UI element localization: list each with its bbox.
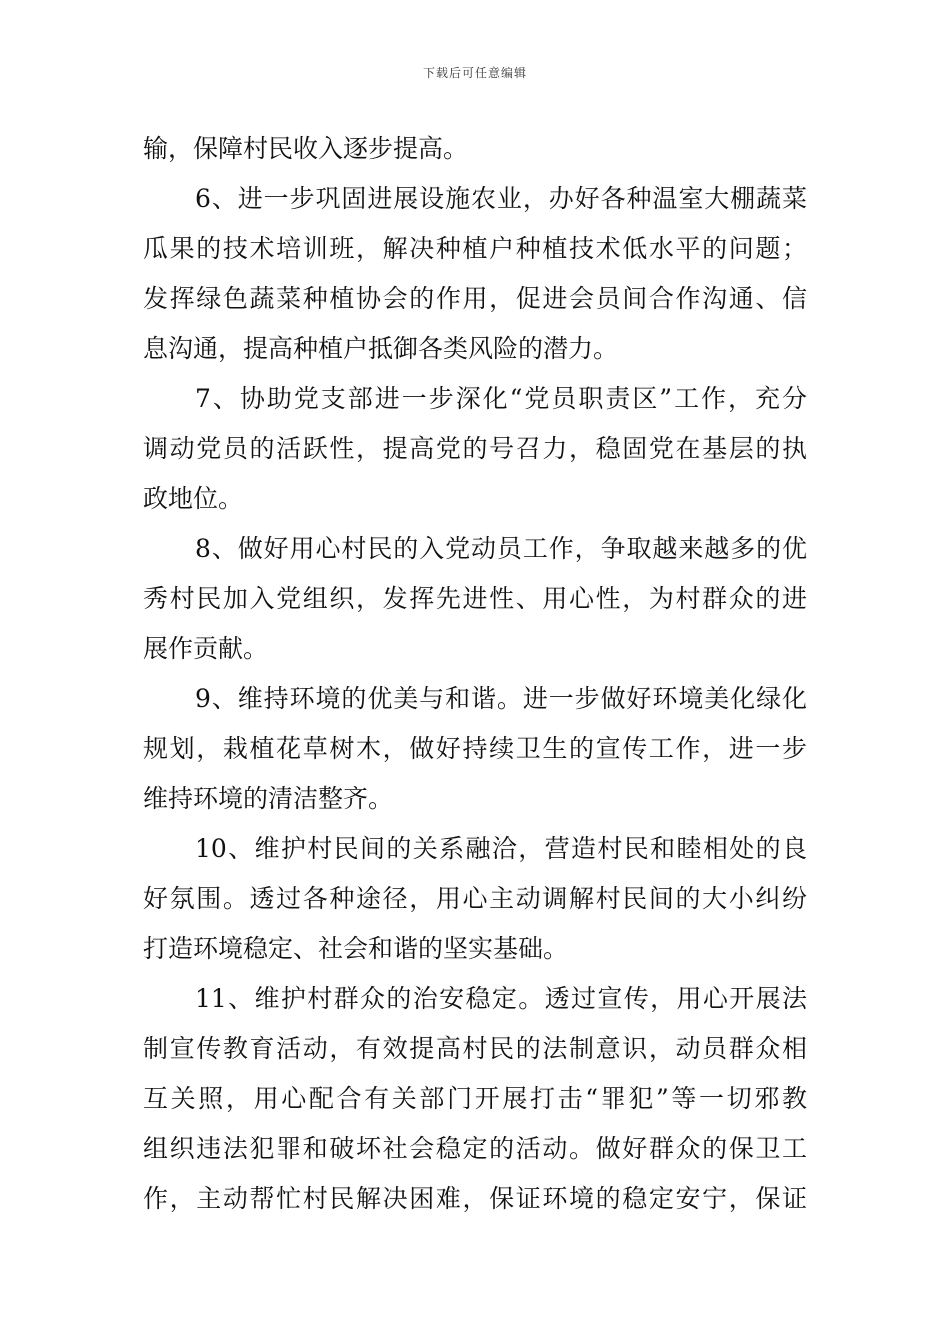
text-line: 瓜果的技术培训班，解决种植户种植技术低水平的问题； bbox=[143, 234, 807, 263]
text-line: 展作贡献。 bbox=[143, 634, 269, 663]
text-line: 规划，栽植花草树木，做好持续卫生的宣传工作，进一步 bbox=[143, 734, 807, 763]
text-line: 息沟通，提高种植户抵御各类风险的潜力。 bbox=[143, 334, 619, 363]
text-line: 调动党员的活跃性，提高党的号召力，稳固党在基层的执 bbox=[143, 434, 807, 463]
text-line: 制宣传教育活动，有效提高村民的法制意识，动员群众相 bbox=[143, 1034, 807, 1063]
text-line: 秀村民加入党组织，发挥先进性、用心性，为村群众的进 bbox=[143, 584, 807, 613]
text-line: 10、维护村民间的关系融洽，营造村民和睦相处的良 bbox=[195, 834, 807, 863]
text-line: 政地位。 bbox=[143, 484, 244, 513]
text-line: 11、维护村群众的治安稳定。透过宣传，用心开展法 bbox=[195, 984, 807, 1013]
text-line: 好氛围。透过各种途径，用心主动调解村民间的大小纠纷 bbox=[143, 884, 807, 913]
text-line: 维持环境的清洁整齐。 bbox=[143, 784, 394, 813]
text-line: 组织违法犯罪和破坏社会稳定的活动。做好群众的保卫工 bbox=[143, 1134, 807, 1163]
text-line: 8、做好用心村民的入党动员工作，争取越来越多的优 bbox=[195, 534, 807, 563]
text-line: 打造环境稳定、社会和谐的坚实基础。 bbox=[143, 934, 569, 963]
text-line: 输，保障村民收入逐步提高。 bbox=[143, 134, 469, 163]
text-line: 发挥绿色蔬菜种植协会的作用，促进会员间合作沟通、信 bbox=[143, 284, 807, 313]
text-line: 9、维持环境的优美与和谐。进一步做好环境美化绿化 bbox=[195, 684, 807, 713]
page-header: 下载后可任意编辑 bbox=[422, 66, 527, 80]
text-line: 7、协助党支部进一步深化“党员职责区”工作，充分 bbox=[195, 384, 807, 413]
text-line: 6、进一步巩固进展设施农业，办好各种温室大棚蔬菜 bbox=[195, 184, 807, 213]
text-line: 作，主动帮忙村民解决困难，保证环境的稳定安宁，保证 bbox=[143, 1184, 807, 1213]
document-body bbox=[143, 124, 807, 1224]
text-line: 互关照，用心配合有关部门开展打击“罪犯”等一切邪教 bbox=[143, 1084, 807, 1113]
